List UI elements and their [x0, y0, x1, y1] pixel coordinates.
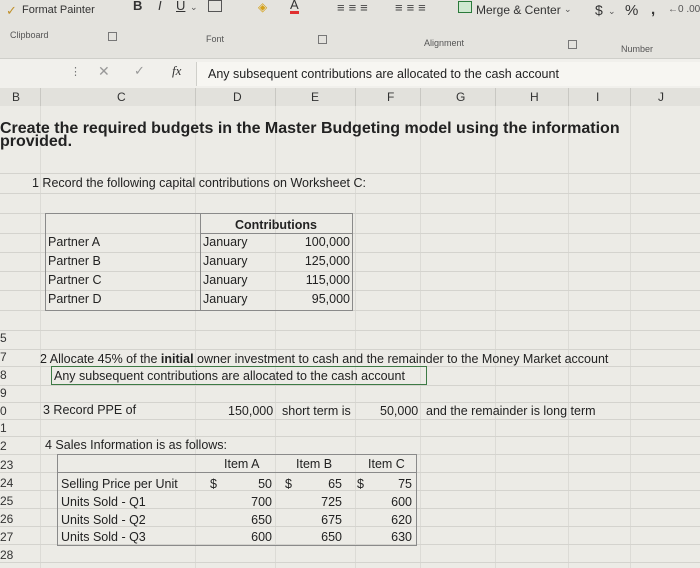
sales-header-item-a[interactable]: Item A: [224, 457, 260, 471]
alignment-group-label: Alignment: [424, 38, 465, 48]
merge-center-button[interactable]: Merge & Center: [476, 3, 561, 17]
row-header[interactable]: 24: [0, 476, 14, 490]
enter-icon[interactable]: ✓: [134, 63, 145, 78]
column-header-f[interactable]: F: [387, 90, 395, 104]
currency-dropdown-icon[interactable]: ⌄: [608, 6, 616, 16]
contribution-month[interactable]: January: [203, 273, 248, 287]
step3-text[interactable]: 3 Record PPE of: [43, 403, 137, 417]
sales-row-label[interactable]: Units Sold - Q1: [61, 495, 146, 509]
cancel-icon[interactable]: ✕: [98, 63, 110, 79]
more-icon[interactable]: ⋮: [70, 66, 81, 78]
row-header[interactable]: 9: [0, 386, 7, 400]
clipboard-group-label: Clipboard: [10, 30, 49, 40]
page-heading-cont: provided.: [0, 133, 73, 150]
sales-value-a[interactable]: 50: [258, 477, 272, 491]
sales-value-b[interactable]: 65: [328, 477, 342, 491]
step2-subsequent-text[interactable]: Any subsequent contributions are allocated to the cash account: [54, 369, 405, 383]
partner-name[interactable]: Partner C: [48, 273, 102, 287]
currency-symbol: $: [210, 477, 217, 491]
sales-value-c[interactable]: 630: [391, 530, 412, 544]
contribution-amount[interactable]: 95,000: [311, 292, 350, 306]
sales-header-item-b[interactable]: Item B: [296, 457, 333, 471]
page-heading: Create the required budgets in the Master Budgeting model using the information: [0, 120, 620, 137]
column-header-c[interactable]: C: [117, 90, 126, 104]
contribution-amount[interactable]: 115,000: [305, 273, 350, 287]
sales-row-label[interactable]: Selling Price per Unit: [61, 477, 178, 491]
row-header[interactable]: 25: [0, 494, 14, 508]
ribbon: [0, 0, 700, 58]
column-header-e[interactable]: E: [311, 90, 320, 104]
column-header-j[interactable]: J: [658, 90, 664, 104]
underline-button[interactable]: U: [176, 0, 186, 13]
row-header[interactable]: 2: [0, 439, 7, 453]
row-header[interactable]: 28: [0, 548, 14, 562]
formula-content[interactable]: Any subsequent contributions are allocated to the cash account: [208, 67, 559, 81]
short-term-label[interactable]: short term is: [282, 404, 351, 418]
column-header-b[interactable]: B: [12, 90, 21, 104]
font-group-label: Font: [206, 34, 225, 44]
chevron-down-icon[interactable]: ⌄: [190, 2, 198, 12]
column-header-i[interactable]: I: [596, 90, 600, 104]
sales-value-c[interactable]: 75: [398, 477, 412, 491]
merge-dropdown-icon[interactable]: ⌄: [564, 4, 572, 14]
sales-header-item-c[interactable]: Item C: [368, 457, 405, 471]
row-header[interactable]: 26: [0, 512, 14, 526]
sales-value-a[interactable]: 700: [251, 495, 272, 509]
contribution-month[interactable]: January: [203, 235, 248, 249]
column-header-d[interactable]: D: [233, 90, 242, 104]
long-term-label[interactable]: and the remainder is long term: [426, 404, 596, 418]
formula-input[interactable]: [196, 62, 700, 86]
contribution-month[interactable]: January: [203, 292, 248, 306]
row-header[interactable]: 23: [0, 458, 14, 472]
bold-button[interactable]: B: [133, 0, 143, 13]
row-header[interactable]: 5: [0, 331, 7, 345]
decimal-icon[interactable]: ←0 .00: [668, 4, 700, 15]
row-header[interactable]: 27: [0, 530, 14, 544]
step1-text[interactable]: 1 Record the following capital contributions on Worksheet C:: [32, 176, 366, 190]
font-color-icon[interactable]: A: [290, 0, 299, 12]
comma-button[interactable]: ,: [651, 1, 656, 18]
format-painter-button[interactable]: Format Painter: [22, 4, 95, 16]
sales-value-c[interactable]: 620: [391, 513, 412, 527]
partner-name[interactable]: Partner B: [48, 254, 101, 268]
contribution-amount[interactable]: 125,000: [304, 254, 350, 268]
sales-value-a[interactable]: 600: [251, 530, 272, 544]
contribution-amount[interactable]: 100,000: [304, 235, 350, 249]
insert-function-button[interactable]: fx: [172, 63, 182, 78]
clipboard-launcher-icon[interactable]: [108, 32, 117, 41]
ppe-amount[interactable]: 150,000: [228, 404, 274, 418]
sales-row-label[interactable]: Units Sold - Q2: [61, 513, 146, 527]
row-header[interactable]: 7: [0, 350, 7, 364]
alignment-launcher-icon[interactable]: [568, 40, 577, 49]
row-header[interactable]: 0: [0, 404, 7, 418]
row-header[interactable]: 8: [0, 368, 7, 382]
sales-value-b[interactable]: 725: [321, 495, 342, 509]
number-group-label: Number: [621, 44, 654, 54]
currency-button[interactable]: $: [595, 2, 603, 18]
column-header-bar: [0, 88, 700, 107]
column-header-h[interactable]: H: [530, 90, 539, 104]
align-icons[interactable]: ≡≡≡: [337, 0, 372, 15]
indent-icons[interactable]: ≡≡≡: [395, 0, 430, 15]
step2-text[interactable]: 2 Allocate 45% of the initial owner investment to cash and the remainder to the Money Market account: [40, 352, 609, 366]
borders-icon[interactable]: [208, 0, 222, 12]
sales-value-b[interactable]: 650: [321, 530, 342, 544]
partner-name[interactable]: Partner A: [48, 235, 101, 249]
merge-center-icon[interactable]: [458, 1, 472, 13]
fill-color-icon[interactable]: ◈: [258, 0, 268, 14]
currency-symbol: $: [357, 477, 364, 491]
contributions-header[interactable]: Contributions: [235, 218, 317, 232]
sales-value-c[interactable]: 600: [391, 495, 412, 509]
percent-button[interactable]: %: [625, 2, 639, 19]
formula-bar: [0, 58, 700, 90]
column-header-g[interactable]: G: [456, 90, 466, 104]
currency-symbol: $: [285, 477, 292, 491]
row-header[interactable]: 1: [0, 421, 7, 435]
short-term-amount[interactable]: 50,000: [380, 404, 419, 418]
partner-name[interactable]: Partner D: [48, 292, 102, 306]
step4-text[interactable]: 4 Sales Information is as follows:: [45, 438, 228, 452]
italic-button[interactable]: I: [158, 0, 162, 13]
contribution-month[interactable]: January: [203, 254, 248, 268]
sales-value-a[interactable]: 650: [251, 513, 272, 527]
sales-value-b[interactable]: 675: [321, 513, 342, 527]
sales-row-label[interactable]: Units Sold - Q3: [61, 530, 146, 544]
font-launcher-icon[interactable]: [318, 35, 327, 44]
format-painter-icon[interactable]: ✓: [6, 3, 17, 18]
